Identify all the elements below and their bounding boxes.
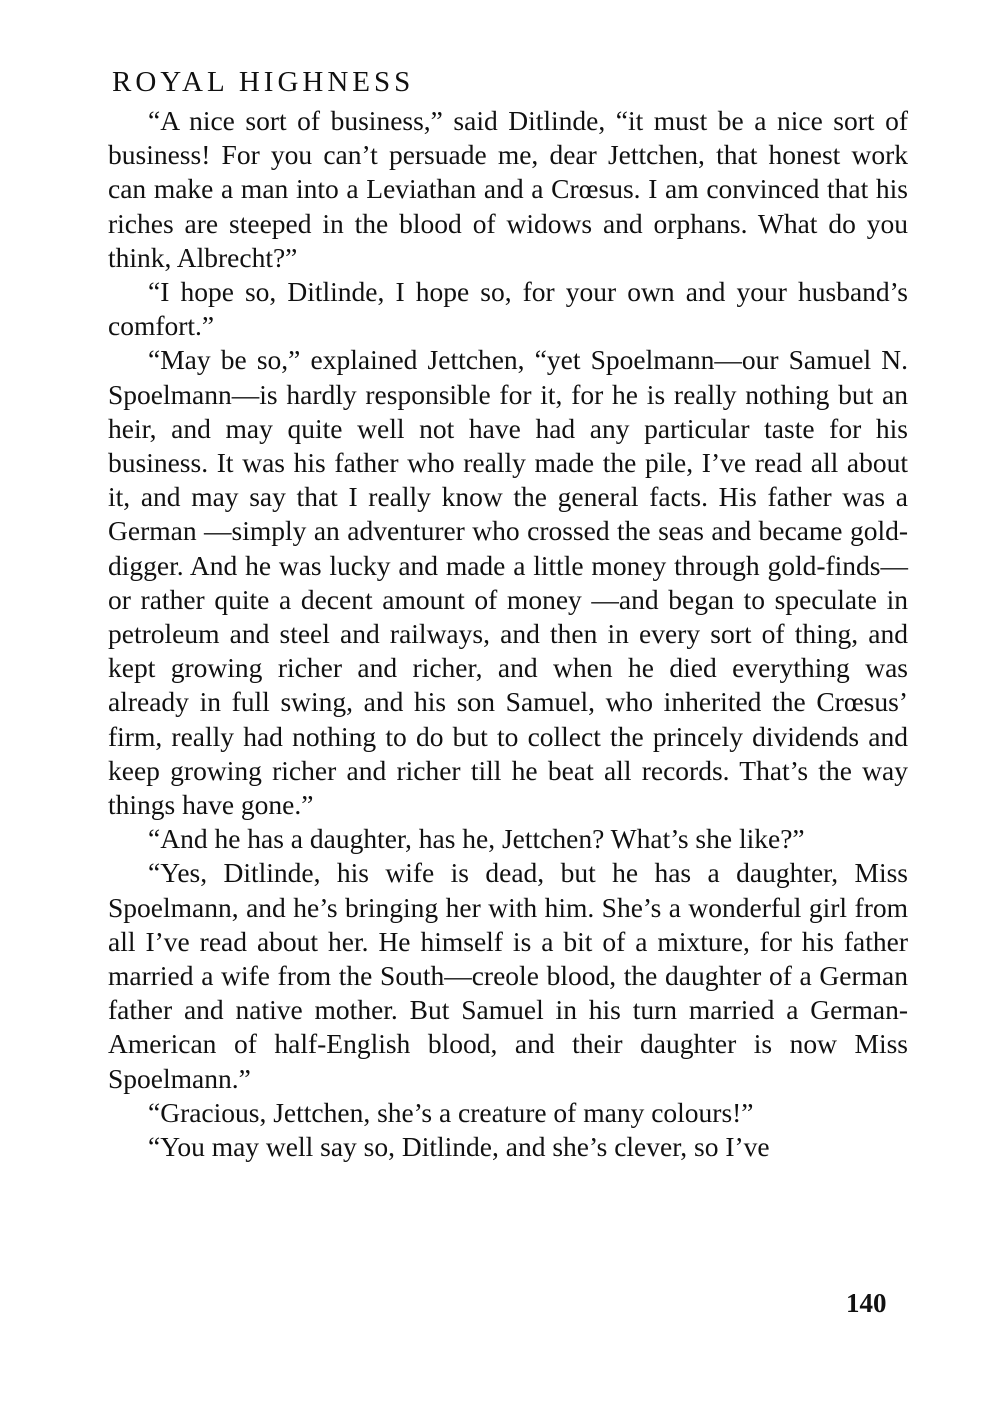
paragraph: “I hope so, Ditlinde, I hope so, for your own and your husband’s comfort.” bbox=[108, 276, 908, 342]
paragraph: “Yes, Ditlinde, his wife is dead, but he has a daughter, Miss Spoelmann, and he’s bringing her with him. She’s a wonderful girl from all I’ve read about her. He himself is a bit of a mixture, for his father married a wife from the South—creole blood, the daughter of a German father and native mother. But Samuel in his turn married a German-American of half-English blood, and their daughter is now Miss Spoelmann.” bbox=[108, 857, 908, 1094]
paragraph-continued: “You may well say so, Ditlinde, and she’s clever, so I’ve bbox=[148, 1131, 770, 1163]
paragraph: “Gracious, Jettchen, she’s a creature of many colours!” bbox=[148, 1096, 754, 1128]
paragraph: “And he has a daughter, has he, Jettchen? What’s she like?” bbox=[148, 823, 805, 855]
body-text bbox=[108, 104, 908, 1164]
book-page bbox=[108, 62, 908, 1164]
page-number: 140 bbox=[846, 1288, 887, 1318]
paragraph: “May be so,” explained Jettchen, “yet Spoelmann—our Samuel N. Spoelmann—is hardly responsible for it, for he is really nothing but an heir, and may quite well not have had any particular taste for his business. It was his father who really made the pile, I’ve read all about it, and may say that I really know the general facts. His father was a German —simply an adventurer who crossed the seas and became gold-digger. And he was lucky and made a little money through gold-finds—or rather quite a decent amount of money —and began to speculate in petroleum and steel and railways, and then in every sort of thing, and kept growing richer and richer, and when he died everything was already in full swing, and his son Samuel, who inherited the Crœsus’ firm, really had nothing to do but to collect the princely dividends and keep growing richer and richer till he beat all records. That’s the way things have gone.” bbox=[108, 344, 908, 821]
paragraph: “A nice sort of business,” said Ditlinde, “it must be a nice sort of business! For you can’t persuade me, dear Jettchen, that honest work can make a man into a Leviathan and a Crœsus. I am convinced that his riches are steeped in the blood of widows and orphans. What do you think, Albrecht?” bbox=[108, 105, 908, 273]
running-head: ROYAL HIGHNESS bbox=[112, 66, 415, 98]
